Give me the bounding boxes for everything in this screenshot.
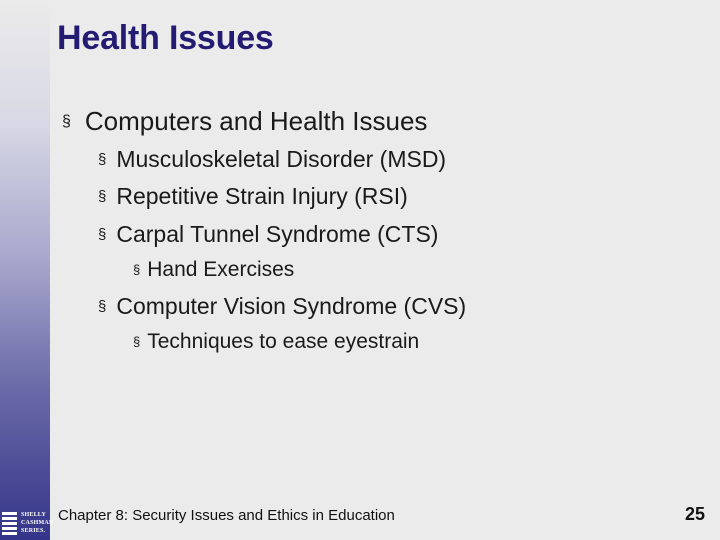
logo-emblem-icon	[2, 512, 17, 534]
bullet-item	[98, 146, 446, 173]
bullet-text: Hand Exercises	[147, 258, 295, 281]
bullet-text: Techniques to ease eyestrain	[147, 330, 420, 353]
bullet-icon: §	[98, 226, 107, 243]
bullet-icon: §	[133, 334, 141, 349]
bullet-icon: §	[98, 151, 107, 168]
bullet-icon: §	[133, 262, 141, 277]
slide-footer: Chapter 8: Security Issues and Ethics in Education	[58, 507, 395, 524]
left-gradient-bar	[0, 0, 50, 540]
bullet-icon: §	[62, 113, 71, 130]
bullet-text: Computers and Health Issues	[84, 106, 428, 136]
logo-line: CASHMAN	[21, 520, 54, 526]
bullet-item	[62, 106, 427, 137]
bullet-item	[98, 293, 466, 320]
slide-title: Health Issues	[57, 19, 274, 57]
bullet-icon: §	[98, 298, 107, 315]
bullet-icon: §	[98, 188, 107, 205]
bullet-item	[98, 183, 408, 210]
page-number: 25	[684, 504, 705, 524]
bullet-item	[133, 330, 419, 354]
logo-wordmark	[21, 511, 53, 535]
bullet-text: Repetitive Strain Injury (RSI)	[116, 183, 408, 209]
bullet-text: Computer Vision Syndrome (CVS)	[116, 293, 467, 319]
bullet-item	[98, 221, 438, 248]
bullet-item	[133, 258, 294, 282]
logo-line: SERIES.	[21, 528, 46, 534]
bullet-text: Musculoskeletal Disorder (MSD)	[116, 146, 447, 172]
logo-line: SHELLY	[21, 512, 46, 518]
shelly-cashman-logo	[0, 508, 54, 538]
bullet-text: Carpal Tunnel Syndrome (CTS)	[116, 221, 439, 247]
